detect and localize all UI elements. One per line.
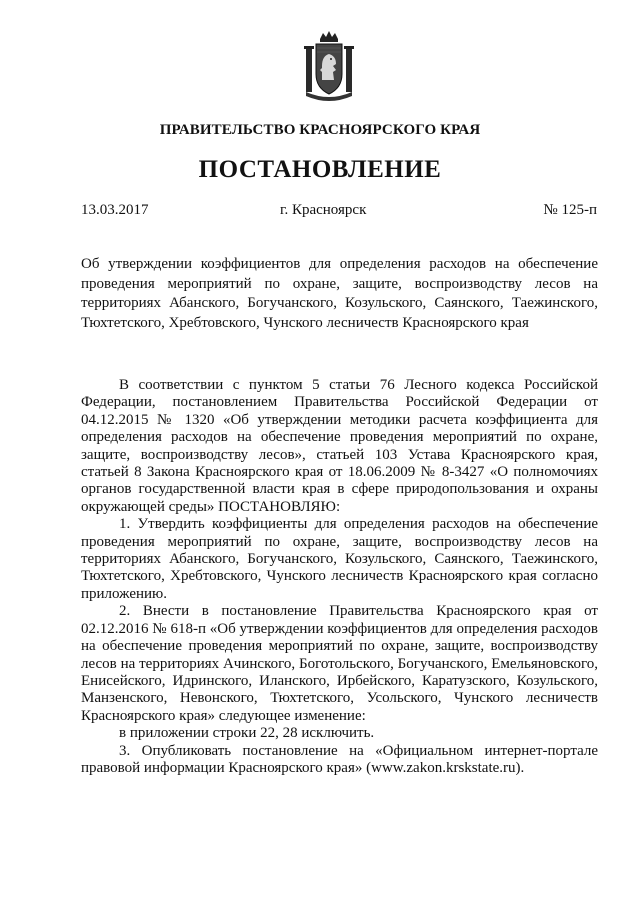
preamble-paragraph: В соответствии с пунктом 5 статьи 76 Лесного кодекса Российской Федерации, постановлением Правительства Российской Федерации от 04.12.2015 № 1320 «Об утверждении методики расчета коэффициента для определения расходов на обеспечение проведения мероприятий по охране, защите, воспроизводству лесов», статьей 103 Устава Красноярского края, статьей 8 Закона Красноярского края от 18.06.2009 № 8-3427 «О полномочиях органов государственной власти края в сфере природопользования и охраны окружающей среды» ПОСТАНОВЛЯЮ: [81, 377, 598, 515]
item-3-paragraph: 3. Опубликовать постановление на «Официальном интернет-портале правовой информации Красноярского края» (www.zakon.krskstate.ru). [81, 742, 598, 776]
document-number: № 125-п [543, 202, 597, 218]
coat-of-arms-emblem [303, 30, 355, 102]
document-body [81, 377, 598, 777]
document-type-heading: ПОСТАНОВЛЕНИЕ [198, 156, 442, 183]
document-city: г. Красноярск [280, 202, 367, 218]
item-2-paragraph: 2. Внести в постановление Правительства Красноярского края от 02.12.2016 № 618-п «Об утверждении коэффициентов для определения расходов на обеспечение проведения мероприятий по охране, защите, воспроизводству лесов на территориях Ачинского, Боготольского, Богучанского, Емельяновского, Енисейского, Идринского, Иланского, Ирбейского, Каратузского, Козульского, Манзенского, Невонского, Тюхтетского, Усольского, Чунского лесничеств Красноярского края» следующее изменение: [81, 603, 598, 724]
item-2-change-paragraph: в приложении строки 22, 28 исключить. [119, 725, 375, 742]
document-date: 13.03.2017 [81, 202, 149, 218]
government-title: ПРАВИТЕЛЬСТВО КРАСНОЯРСКОГО КРАЯ [159, 122, 481, 138]
item-1-paragraph: 1. Утвердить коэффициенты для определения расходов на обеспечение проведения мероприятий по охране, защите, воспроизводству лесов на территориях Абанского, Богучанского, Козульского, Саянского, Таежинского, Тюхтетского, Хребтовского, Чунского лесничеств Красноярского края согласно приложению. [81, 516, 598, 602]
document-subject: Об утверждении коэффициентов для определения расходов на обеспечение проведения мероприятий по охране, защите, воспроизводству лесов на территориях Абанского, Богучанского, Козульского, Саянского, Таежинского, Тюхтетского, Хребтовского, Чунского лесничеств Красноярского края [81, 256, 598, 331]
